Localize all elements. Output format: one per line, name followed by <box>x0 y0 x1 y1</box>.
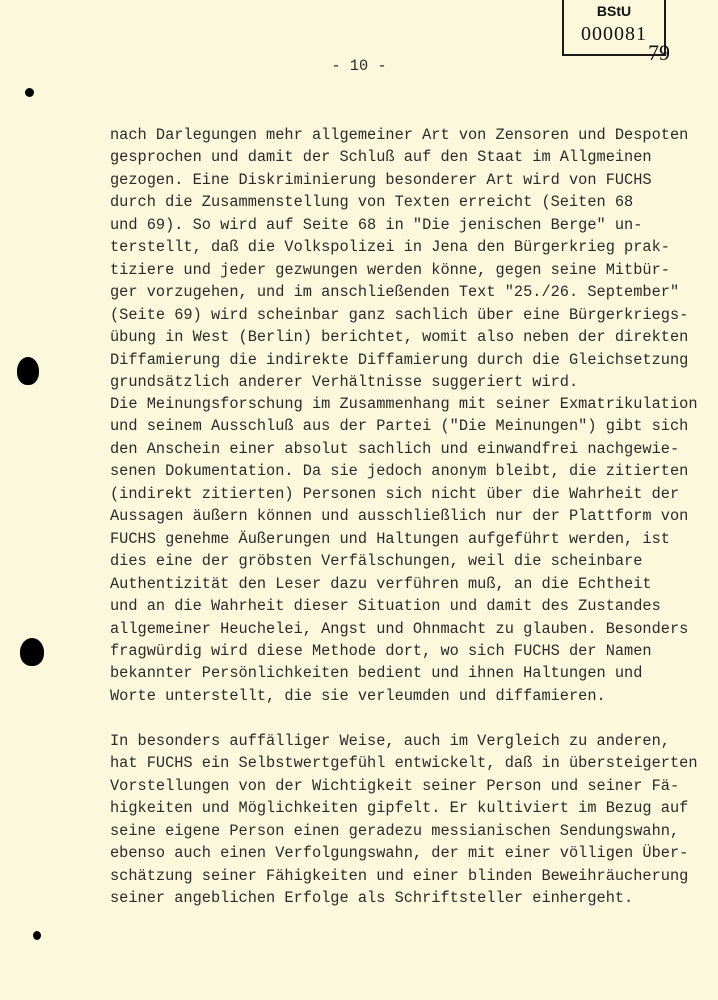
text-line: seiner angeblichen Erfolge als Schriftsteller einhergeht. <box>110 889 634 908</box>
text-line: (Seite 69) wird scheinbar ganz sachlich über eine Bürgerkriegs- <box>110 305 689 324</box>
text-line: gesprochen und damit der Schluß auf den Staat im Allgmeinen <box>110 148 652 167</box>
punch-hole <box>25 88 34 97</box>
text-line: FUCHS genehme Äußerungen und Haltungen aufgeführt werden, ist <box>110 529 670 548</box>
text-line: senen Dokumentation. Da sie jedoch anonym bleibt, die zitierten <box>110 462 689 481</box>
text-line: und an die Wahrheit dieser Situation und damit des Zustandes <box>110 597 661 616</box>
text-line: In besonders auffälliger Weise, auch im Vergleich zu anderen, <box>110 732 670 750</box>
text-line: ebenso auch einen Verfolgungswahn, der mit einer völligen Über- <box>110 844 689 863</box>
text-line: higkeiten und Möglichkeiten gipfelt. Er kultiviert im Bezug auf <box>110 799 689 818</box>
folio-number: 79 <box>648 40 670 65</box>
text-line: hat FUCHS ein Selbstwertgefühl entwickelt, daß in übersteigerten <box>110 754 698 773</box>
text-line: Die Meinungsforschung im Zusammenhang mit seiner Exmatrikulation <box>110 395 698 413</box>
text-line: und 69). So wird auf Seite 68 in "Die jenischen Berge" un- <box>110 215 643 234</box>
text-line: Vorstellungen von der Wichtigkeit seiner Person und seiner Fä- <box>110 776 680 795</box>
text-line: den Anschein einer absolut sachlich und einwandfrei nachgewie- <box>110 439 680 458</box>
text-line: Diffamierung die indirekte Diffamierung durch die Gleichsetzung <box>110 350 689 369</box>
paragraph <box>110 730 698 910</box>
text-line: Aussagen äußern können und ausschließlich nur der Plattform von <box>110 507 689 526</box>
text-line: seine eigene Person einen geradezu messianischen Sendungswahn, <box>110 821 680 840</box>
stamp-number: 000081 <box>581 23 647 45</box>
text-line: gezogen. Eine Diskriminierung besonderer Art wird von FUCHS <box>110 170 652 189</box>
text-line: und seinem Ausschluß aus der Partei ("Die Meinungen") gibt sich <box>110 417 689 436</box>
text-line: tiziere und jeder gezwungen werden könne, gegen seine Mitbür- <box>110 260 670 279</box>
text-line: ger vorzugehen, und im anschließenden Text "25./26. September" <box>110 283 680 302</box>
text-line: übung in West (Berlin) berichtet, womit also neben der direkten <box>110 328 689 347</box>
punch-hole <box>33 931 41 940</box>
punch-hole <box>17 357 39 385</box>
paragraph <box>110 124 688 393</box>
text-line: grundsätzlich anderer Verhältnisse suggeriert wird. <box>110 372 579 391</box>
text-line: bekannter Persönlichkeiten bedient und ihnen Haltungen und <box>110 664 643 683</box>
text-line: (indirekt zitierten) Personen sich nicht über die Wahrheit der <box>110 484 680 503</box>
text-line: allgemeiner Heuchelei, Angst und Ohnmacht zu glauben. Besonders <box>110 619 689 638</box>
text-line: nach Darlegungen mehr allgemeiner Art von Zensoren und Despoten <box>110 126 689 144</box>
stamp-organization: BStU <box>596 3 632 19</box>
text-line: dies eine der gröbsten Verfälschungen, weil die scheinbare <box>110 552 643 571</box>
punch-hole <box>20 638 44 666</box>
text-line: schätzung seiner Fähigkeiten und einer blinden Beweihräucherung <box>110 866 689 885</box>
text-line: Worte unterstellt, die sie verleumden und diffamieren. <box>110 686 606 705</box>
page-number: - 10 - <box>331 57 387 75</box>
text-line: fragwürdig wird diese Methode dort, wo sich FUCHS der Namen <box>110 641 652 660</box>
text-line: terstellt, daß die Volkspolizei in Jena den Bürgerkrieg prak- <box>110 238 670 257</box>
text-line: durch die Zusammenstellung von Texten erreicht (Seiten 68 <box>110 193 634 212</box>
paragraph <box>110 393 698 707</box>
text-line: Authentizität den Leser dazu verführen muß, an die Echtheit <box>110 574 652 593</box>
